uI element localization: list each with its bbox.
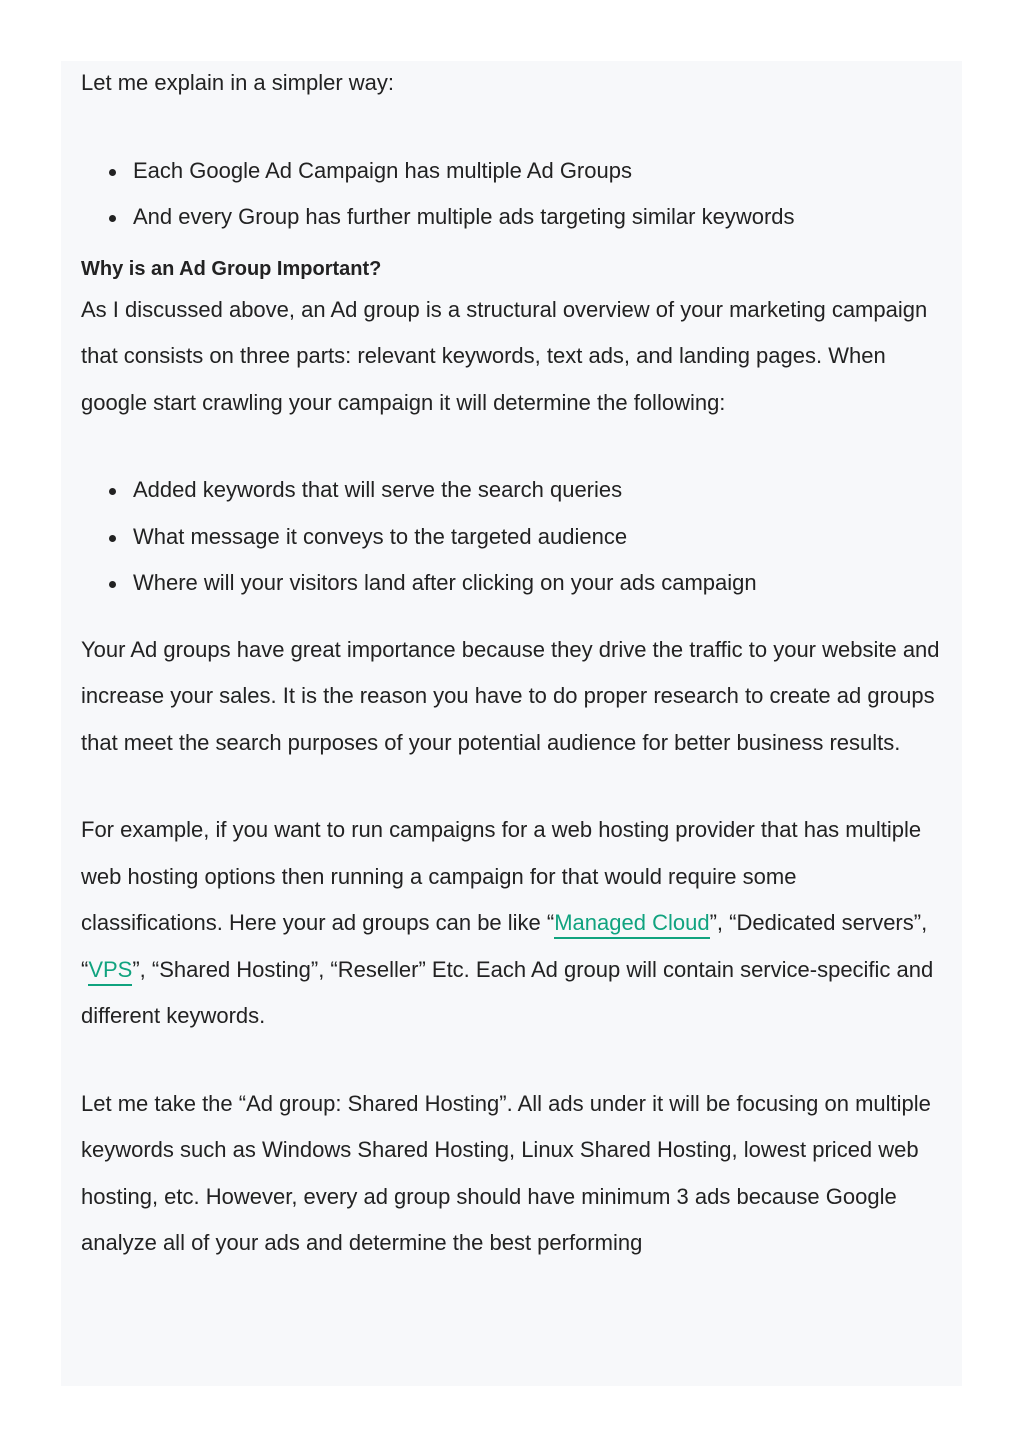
campaign-structure-list: [81, 148, 942, 241]
vps-link[interactable]: VPS: [88, 957, 132, 986]
intro-paragraph: Let me explain in a simpler way:: [81, 70, 395, 95]
list-item: And every Group has further multiple ads targeting similar keywords: [133, 194, 942, 241]
paragraph-shared-hosting: Let me take the “Ad group: Shared Hosting”. All ads under it will be focusing on multiple keywords such as Windows Shared Hosting, Linux Shared Hosting, lowest priced web hosting, etc. However, every ad group should have minimum 3 ads because Google analyze all of your ads and determine the best performing: [81, 1090, 931, 1255]
article-body: [61, 61, 962, 1386]
list-item: What message it conveys to the targeted audience: [133, 514, 942, 561]
google-determines-list: [81, 467, 942, 607]
list-item: Added keywords that will serve the search queries: [133, 467, 942, 514]
paragraph-ad-group-overview: As I discussed above, an Ad group is a structural overview of your marketing campaign that consists on three parts: relevant keywords, text ads, and landing pages. When google start crawling your campaign it will determine the following:: [81, 296, 928, 415]
managed-cloud-link[interactable]: Managed Cloud: [554, 910, 709, 939]
spacer: [81, 766, 942, 807]
spacer: [81, 426, 942, 467]
paragraph-example: [81, 807, 942, 1040]
text-run: ”, “Dedicated servers”, “: [81, 910, 928, 982]
paragraph-importance: Your Ad groups have great importance because they drive the traffic to your website and increase your sales. It is the reason you have to do proper research to create ad groups that meet the search purposes of your potential audience for better business results.: [81, 636, 940, 755]
section-heading: Why is an Ad Group Important?: [81, 257, 382, 280]
text-run: ”, “Shared Hosting”, “Reseller” Etc. Each Ad group will contain service-specific and different keywords.: [81, 956, 934, 1028]
text-run: For example, if you want to run campaigns for a web hosting provider that has multiple web hosting options then running a campaign for that would require some classifications. Here your ad groups can be like “: [81, 817, 922, 935]
spacer: [81, 107, 942, 148]
spacer: [81, 1040, 942, 1081]
list-item: Each Google Ad Campaign has multiple Ad Groups: [133, 148, 942, 195]
list-item: Where will your visitors land after clicking on your ads campaign: [133, 560, 942, 607]
